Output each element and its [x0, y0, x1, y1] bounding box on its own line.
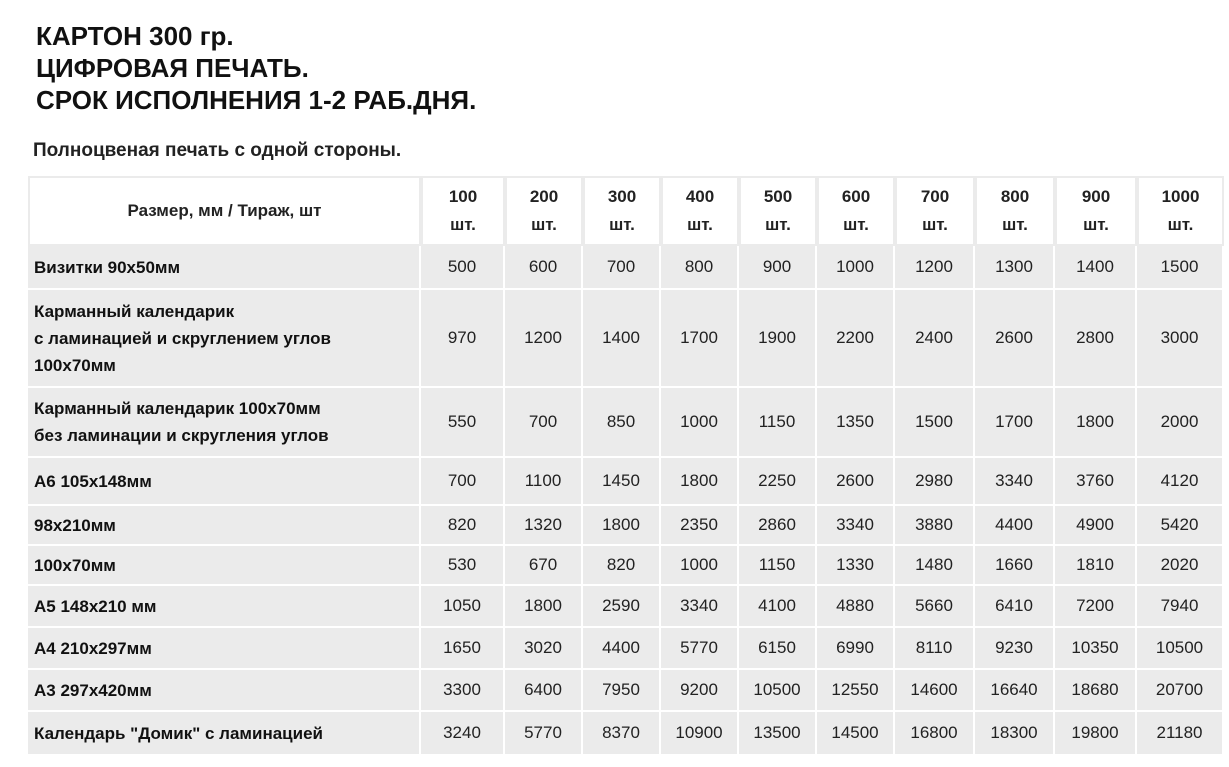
qty-value: 900	[1081, 187, 1111, 206]
product-name-cell	[28, 290, 421, 388]
price-cell: 4400	[975, 506, 1055, 546]
price-cell: 20700	[1137, 670, 1224, 712]
price-cell: 21180	[1137, 712, 1224, 756]
price-cell: 1000	[661, 388, 739, 458]
product-name-line: Карманный календарик	[34, 301, 235, 321]
price-cell: 1000	[661, 546, 739, 586]
qty-header	[661, 176, 739, 246]
price-cell: 4400	[583, 628, 661, 670]
price-cell: 3240	[421, 712, 505, 756]
table-row	[28, 388, 1224, 458]
qty-value: 500	[763, 187, 793, 206]
price-cell: 820	[583, 546, 661, 586]
price-cell: 3340	[661, 586, 739, 628]
price-cell: 2590	[583, 586, 661, 628]
price-cell: 2400	[895, 290, 975, 388]
price-cell: 700	[421, 458, 505, 506]
price-cell: 7200	[1055, 586, 1137, 628]
qty-unit: шт.	[531, 215, 557, 234]
price-cell: 6990	[817, 628, 895, 670]
product-name-line: без ламинации и скругления углов	[34, 426, 329, 445]
price-cell: 670	[505, 546, 583, 586]
qty-header	[505, 176, 583, 246]
price-cell: 7950	[583, 670, 661, 712]
price-cell: 1330	[817, 546, 895, 586]
product-name-cell	[28, 670, 421, 712]
price-cell: 1500	[895, 388, 975, 458]
price-cell: 2000	[1137, 388, 1224, 458]
price-cell: 1800	[583, 506, 661, 546]
qty-unit: шт.	[1167, 215, 1194, 234]
qty-header	[739, 176, 817, 246]
product-name-cell	[28, 586, 421, 628]
price-cell: 6400	[505, 670, 583, 712]
price-cell: 1150	[739, 546, 817, 586]
qty-unit: шт.	[843, 215, 869, 234]
price-cell: 530	[421, 546, 505, 586]
price-cell: 8110	[895, 628, 975, 670]
price-cell: 1450	[583, 458, 661, 506]
price-cell: 1400	[1055, 246, 1137, 290]
price-cell: 16640	[975, 670, 1055, 712]
qty-header	[895, 176, 975, 246]
price-cell: 2800	[1055, 290, 1137, 388]
price-cell: 3880	[895, 506, 975, 546]
table-row	[28, 458, 1224, 506]
price-cell: 16800	[895, 712, 975, 756]
price-cell: 1050	[421, 586, 505, 628]
qty-header	[817, 176, 895, 246]
qty-unit: шт.	[922, 215, 948, 234]
price-cell: 3020	[505, 628, 583, 670]
page-subtitle: Полноцвеная печать с одной стороны.	[33, 140, 402, 161]
price-cell: 700	[583, 246, 661, 290]
page-title-line: СРОК ИСПОЛНЕНИЯ 1-2 РАБ.ДНЯ.	[36, 85, 477, 115]
price-cell: 4120	[1137, 458, 1224, 506]
price-cell: 1000	[817, 246, 895, 290]
qty-unit: шт.	[609, 215, 635, 234]
product-name-cell	[28, 546, 421, 586]
price-cell: 6410	[975, 586, 1055, 628]
price-cell: 800	[661, 246, 739, 290]
price-cell: 1100	[505, 458, 583, 506]
price-cell: 3760	[1055, 458, 1137, 506]
product-name-cell	[28, 246, 421, 290]
price-cell: 1650	[421, 628, 505, 670]
price-cell: 5660	[895, 586, 975, 628]
page-title-line: КАРТОН 300 гр.	[36, 21, 234, 51]
price-cell: 3340	[817, 506, 895, 546]
product-name-cell	[28, 458, 421, 506]
product-name-line: А5 148х210 мм	[34, 596, 157, 616]
qty-value: 400	[685, 187, 715, 206]
product-name-line: А6 105х148мм	[34, 471, 152, 491]
price-cell: 19800	[1055, 712, 1137, 756]
price-cell: 1800	[661, 458, 739, 506]
price-cell: 3340	[975, 458, 1055, 506]
price-cell: 2020	[1137, 546, 1224, 586]
product-name-cell	[28, 506, 421, 546]
product-name-line: с ламинацией и скруглением углов	[34, 328, 331, 348]
qty-header	[975, 176, 1055, 246]
price-cell: 18300	[975, 712, 1055, 756]
price-cell: 2600	[975, 290, 1055, 388]
price-cell: 2250	[739, 458, 817, 506]
qty-header	[583, 176, 661, 246]
product-name-cell	[28, 388, 421, 458]
price-cell: 970	[421, 290, 505, 388]
price-cell: 6150	[739, 628, 817, 670]
qty-header	[421, 176, 505, 246]
table-row	[28, 670, 1224, 712]
product-name-line: Календарь "Домик" с ламинацией	[34, 723, 323, 743]
price-cell: 9200	[661, 670, 739, 712]
price-cell: 1200	[895, 246, 975, 290]
price-cell: 1700	[661, 290, 739, 388]
qty-unit: шт.	[765, 215, 791, 234]
price-cell: 2600	[817, 458, 895, 506]
qty-header	[1137, 176, 1224, 246]
table-header-row	[28, 176, 1224, 246]
qty-unit: шт.	[1002, 215, 1028, 234]
price-cell: 4100	[739, 586, 817, 628]
price-cell: 1800	[505, 586, 583, 628]
price-cell: 700	[505, 388, 583, 458]
price-cell: 2980	[895, 458, 975, 506]
product-name-line: А3 297х420мм	[34, 680, 152, 700]
price-cell: 1320	[505, 506, 583, 546]
qty-value: 200	[529, 187, 559, 206]
price-cell: 8370	[583, 712, 661, 756]
product-name-line: Визитки 90х50мм	[34, 257, 181, 277]
price-table	[28, 176, 1224, 756]
price-cell: 5770	[661, 628, 739, 670]
table-row	[28, 546, 1224, 586]
price-cell: 1200	[505, 290, 583, 388]
product-name-line: 100х70мм	[34, 555, 116, 575]
price-cell: 12550	[817, 670, 895, 712]
qty-unit: шт.	[687, 215, 713, 234]
qty-unit: шт.	[450, 215, 476, 234]
table-row	[28, 628, 1224, 670]
price-cell: 900	[739, 246, 817, 290]
price-cell: 4880	[817, 586, 895, 628]
table-row	[28, 712, 1224, 756]
table-row	[28, 290, 1224, 388]
corner-header: Размер, мм / Тираж, шт	[28, 176, 421, 246]
price-cell: 5770	[505, 712, 583, 756]
price-cell: 850	[583, 388, 661, 458]
page-title-block	[36, 20, 476, 116]
qty-value: 300	[607, 187, 637, 206]
qty-unit: шт.	[1083, 215, 1109, 234]
price-cell: 500	[421, 246, 505, 290]
price-cell: 600	[505, 246, 583, 290]
price-cell: 10500	[739, 670, 817, 712]
qty-header	[1055, 176, 1137, 246]
price-cell: 1480	[895, 546, 975, 586]
qty-value: 700	[920, 187, 950, 206]
table-row	[28, 246, 1224, 290]
price-cell: 1300	[975, 246, 1055, 290]
product-name-line: А4 210х297мм	[34, 638, 152, 658]
price-cell: 1150	[739, 388, 817, 458]
price-cell: 3300	[421, 670, 505, 712]
product-name-line: 100х70мм	[34, 355, 116, 375]
price-cell: 1900	[739, 290, 817, 388]
product-name-line: Карманный календарик 100х70мм	[34, 399, 321, 418]
price-cell: 550	[421, 388, 505, 458]
price-cell: 1660	[975, 546, 1055, 586]
price-cell: 820	[421, 506, 505, 546]
table-row	[28, 506, 1224, 546]
table-row	[28, 586, 1224, 628]
product-name-line: 98х210мм	[34, 515, 116, 535]
price-cell: 14600	[895, 670, 975, 712]
price-cell: 1800	[1055, 388, 1137, 458]
price-cell: 10900	[661, 712, 739, 756]
price-cell: 1400	[583, 290, 661, 388]
price-cell: 1500	[1137, 246, 1224, 290]
qty-value: 100	[448, 187, 478, 206]
price-cell: 1700	[975, 388, 1055, 458]
price-cell: 2350	[661, 506, 739, 546]
price-cell: 10350	[1055, 628, 1137, 670]
price-cell: 1810	[1055, 546, 1137, 586]
qty-value: 800	[1000, 187, 1030, 206]
price-cell: 10500	[1137, 628, 1224, 670]
price-cell: 4900	[1055, 506, 1137, 546]
price-cell: 1350	[817, 388, 895, 458]
price-cell: 5420	[1137, 506, 1224, 546]
price-cell: 3000	[1137, 290, 1224, 388]
price-cell: 2860	[739, 506, 817, 546]
price-cell: 7940	[1137, 586, 1224, 628]
price-cell: 14500	[817, 712, 895, 756]
price-cell: 9230	[975, 628, 1055, 670]
product-name-cell	[28, 712, 421, 756]
page-title-line: ЦИФРОВАЯ ПЕЧАТЬ.	[36, 53, 309, 83]
product-name-cell	[28, 628, 421, 670]
qty-value: 600	[841, 187, 871, 206]
qty-value: 1000	[1161, 187, 1200, 206]
price-cell: 2200	[817, 290, 895, 388]
price-cell: 13500	[739, 712, 817, 756]
price-table-body	[28, 246, 1224, 756]
price-cell: 18680	[1055, 670, 1137, 712]
